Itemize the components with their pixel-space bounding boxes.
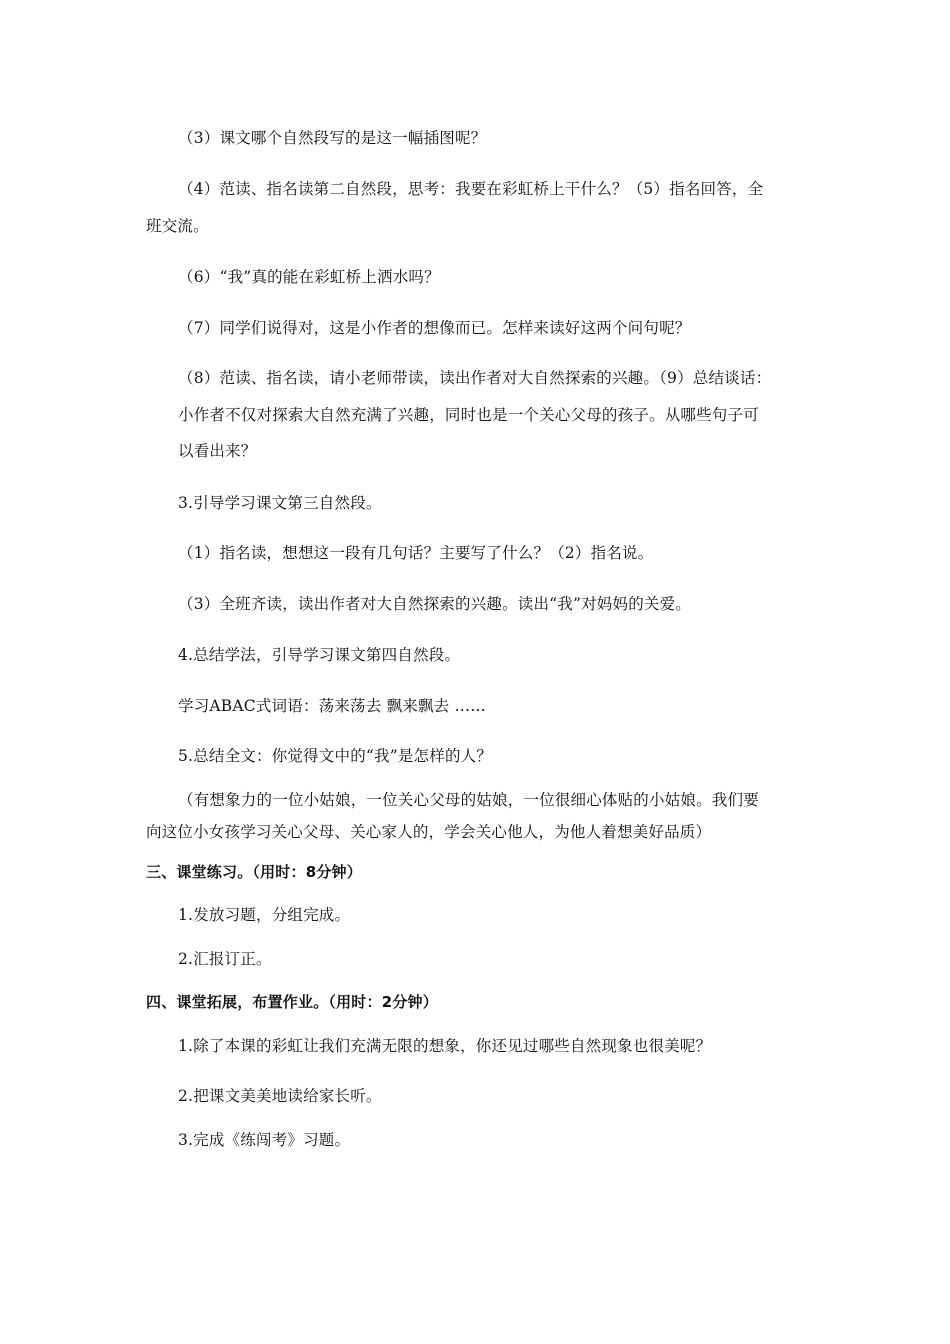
step-6-question: （6）“我”真的能在彩虹桥上洒水吗？ bbox=[178, 268, 440, 286]
summary-answer-2: 向这位小女孩学习关心父母、关心家人的，学会关心他人，为他人着想美好品质） bbox=[146, 823, 712, 841]
summary-answer-1: （有想象力的一位小姑娘，一位关心父母的姑娘，一位很细心体贴的小姑娘。我们要 bbox=[178, 791, 759, 809]
step-7-question: （7）同学们说得对，这是小作者的想像而已。怎样来读好这两个问句呢？ bbox=[178, 319, 691, 337]
practice-item-1: 1.发放习题，分组完成。 bbox=[178, 906, 351, 924]
step-4-read-second-paragraph: （4）范读、指名读第二自然段，思考：我要在彩虹桥上干什么？（5）指名回答，全 bbox=[178, 180, 764, 198]
section-3-step-1: （1）指名读，想想这一段有几句话？主要写了什么？（2）指名说。 bbox=[178, 544, 654, 562]
section-4-heading: 4.总结学法，引导学习课文第四自然段。 bbox=[178, 646, 461, 664]
homework-item-1: 1.除了本课的彩虹让我们充满无限的想象，你还见过哪些自然现象也很美呢？ bbox=[178, 1037, 712, 1055]
section-3-step-3: （3）全班齐读，读出作者对大自然探索的兴趣。读出“我”对妈妈的关爱。 bbox=[178, 595, 692, 613]
heading-classroom-practice: 三、课堂练习。（用时：8分钟） bbox=[146, 863, 362, 881]
section-3-heading: 3.引导学习课文第三自然段。 bbox=[178, 494, 382, 512]
step-3-question: （3）课文哪个自然段写的是这一幅插图呢？ bbox=[178, 129, 487, 147]
homework-item-2: 2.把课文美美地读给家长听。 bbox=[178, 1087, 382, 1105]
homework-item-3: 3.完成《练闯考》习题。 bbox=[178, 1131, 351, 1149]
heading-homework: 四、课堂拓展，布置作业。（用时：2分钟） bbox=[146, 993, 438, 1011]
abac-words: 学习ABAC式词语：荡来荡去 飘来飘去 …… bbox=[178, 697, 486, 715]
step-8-continuation-1: 小作者不仅对探索大自然充满了兴趣，同时也是一个关心父母的孩子。从哪些句子可 bbox=[178, 406, 759, 424]
step-4-continuation: 班交流。 bbox=[146, 217, 209, 235]
practice-item-2: 2.汇报订正。 bbox=[178, 950, 272, 968]
section-5-summary: 5.总结全文：你觉得文中的“我”是怎样的人？ bbox=[178, 747, 493, 765]
step-8-continuation-2: 以看出来？ bbox=[178, 442, 257, 460]
step-8-reading: （8）范读、指名读，请小老师带读，读出作者对大自然探索的兴趣。（9）总结谈话： bbox=[178, 369, 772, 387]
